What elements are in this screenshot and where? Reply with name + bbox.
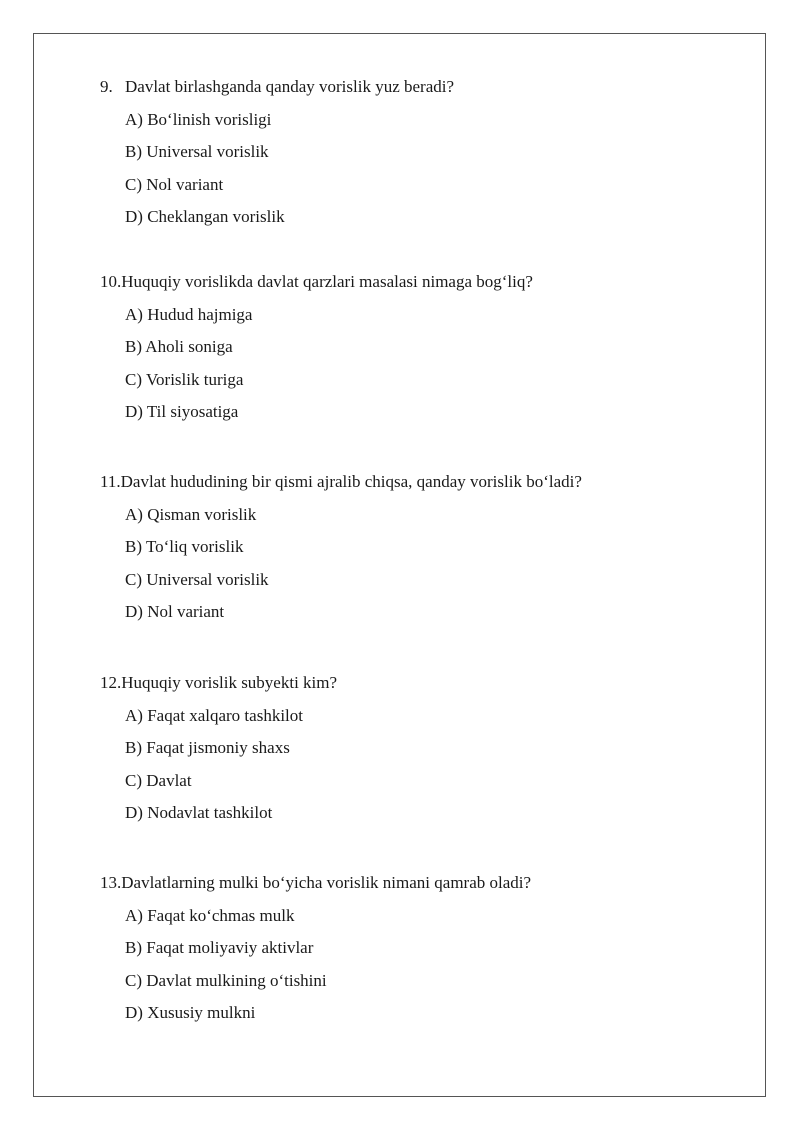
question-text bbox=[100, 672, 337, 694]
option-c: C) Nol variant bbox=[125, 174, 224, 194]
option-d: D) Nodavlat tashkilot bbox=[125, 803, 273, 822]
question-stem: Huquqiy vorislik subyekti kim? bbox=[121, 673, 338, 692]
question-number: 9. bbox=[100, 77, 113, 96]
question-stem: Davlat birlashganda qanday vorislik yuz beradi? bbox=[125, 77, 455, 96]
question-number: 10. bbox=[100, 272, 122, 291]
option-b: B) Faqat moliyaviy aktivlar bbox=[125, 938, 314, 957]
question-number: 12. bbox=[100, 673, 122, 692]
option-c: C) Universal vorislik bbox=[125, 569, 269, 589]
option-a: A) Faqat ko‘chmas mulk bbox=[125, 905, 295, 925]
question-text bbox=[100, 471, 582, 493]
question-stem: Huquqiy vorislikda davlat qarzlari masalasi nimaga bog‘liq? bbox=[121, 272, 533, 291]
question-text bbox=[100, 76, 454, 98]
option-d: D) Xususiy mulkni bbox=[125, 1003, 256, 1022]
option-c: C) Vorislik turiga bbox=[125, 369, 244, 389]
option-c: C) Davlat mulkining o‘tishini bbox=[125, 970, 327, 990]
option-b: B) Aholi soniga bbox=[125, 337, 233, 356]
option-d: D) Nol variant bbox=[125, 602, 225, 621]
option-d: D) Til siyosatiga bbox=[125, 402, 239, 421]
option-a: A) Qisman vorislik bbox=[125, 504, 257, 524]
option-b: B) To‘liq vorislik bbox=[125, 537, 244, 556]
question-stem: Davlatlarning mulki bo‘yicha vorislik nimani qamrab oladi? bbox=[121, 873, 532, 892]
option-b: B) Faqat jismoniy shaxs bbox=[125, 738, 290, 757]
question-number: 13. bbox=[100, 873, 122, 892]
question-text bbox=[100, 271, 533, 293]
option-b: B) Universal vorislik bbox=[125, 142, 269, 161]
question-stem: Davlat hududining bir qismi ajralib chiqsa, qanday vorislik bo‘ladi? bbox=[120, 472, 582, 491]
question-number: 11. bbox=[100, 472, 121, 491]
option-d: D) Cheklangan vorislik bbox=[125, 207, 285, 226]
option-c: C) Davlat bbox=[125, 770, 192, 790]
option-a: A) Bo‘linish vorisligi bbox=[125, 109, 272, 129]
option-a: A) Faqat xalqaro tashkilot bbox=[125, 705, 303, 725]
question-text bbox=[100, 872, 531, 894]
option-a: A) Hudud hajmiga bbox=[125, 304, 253, 324]
